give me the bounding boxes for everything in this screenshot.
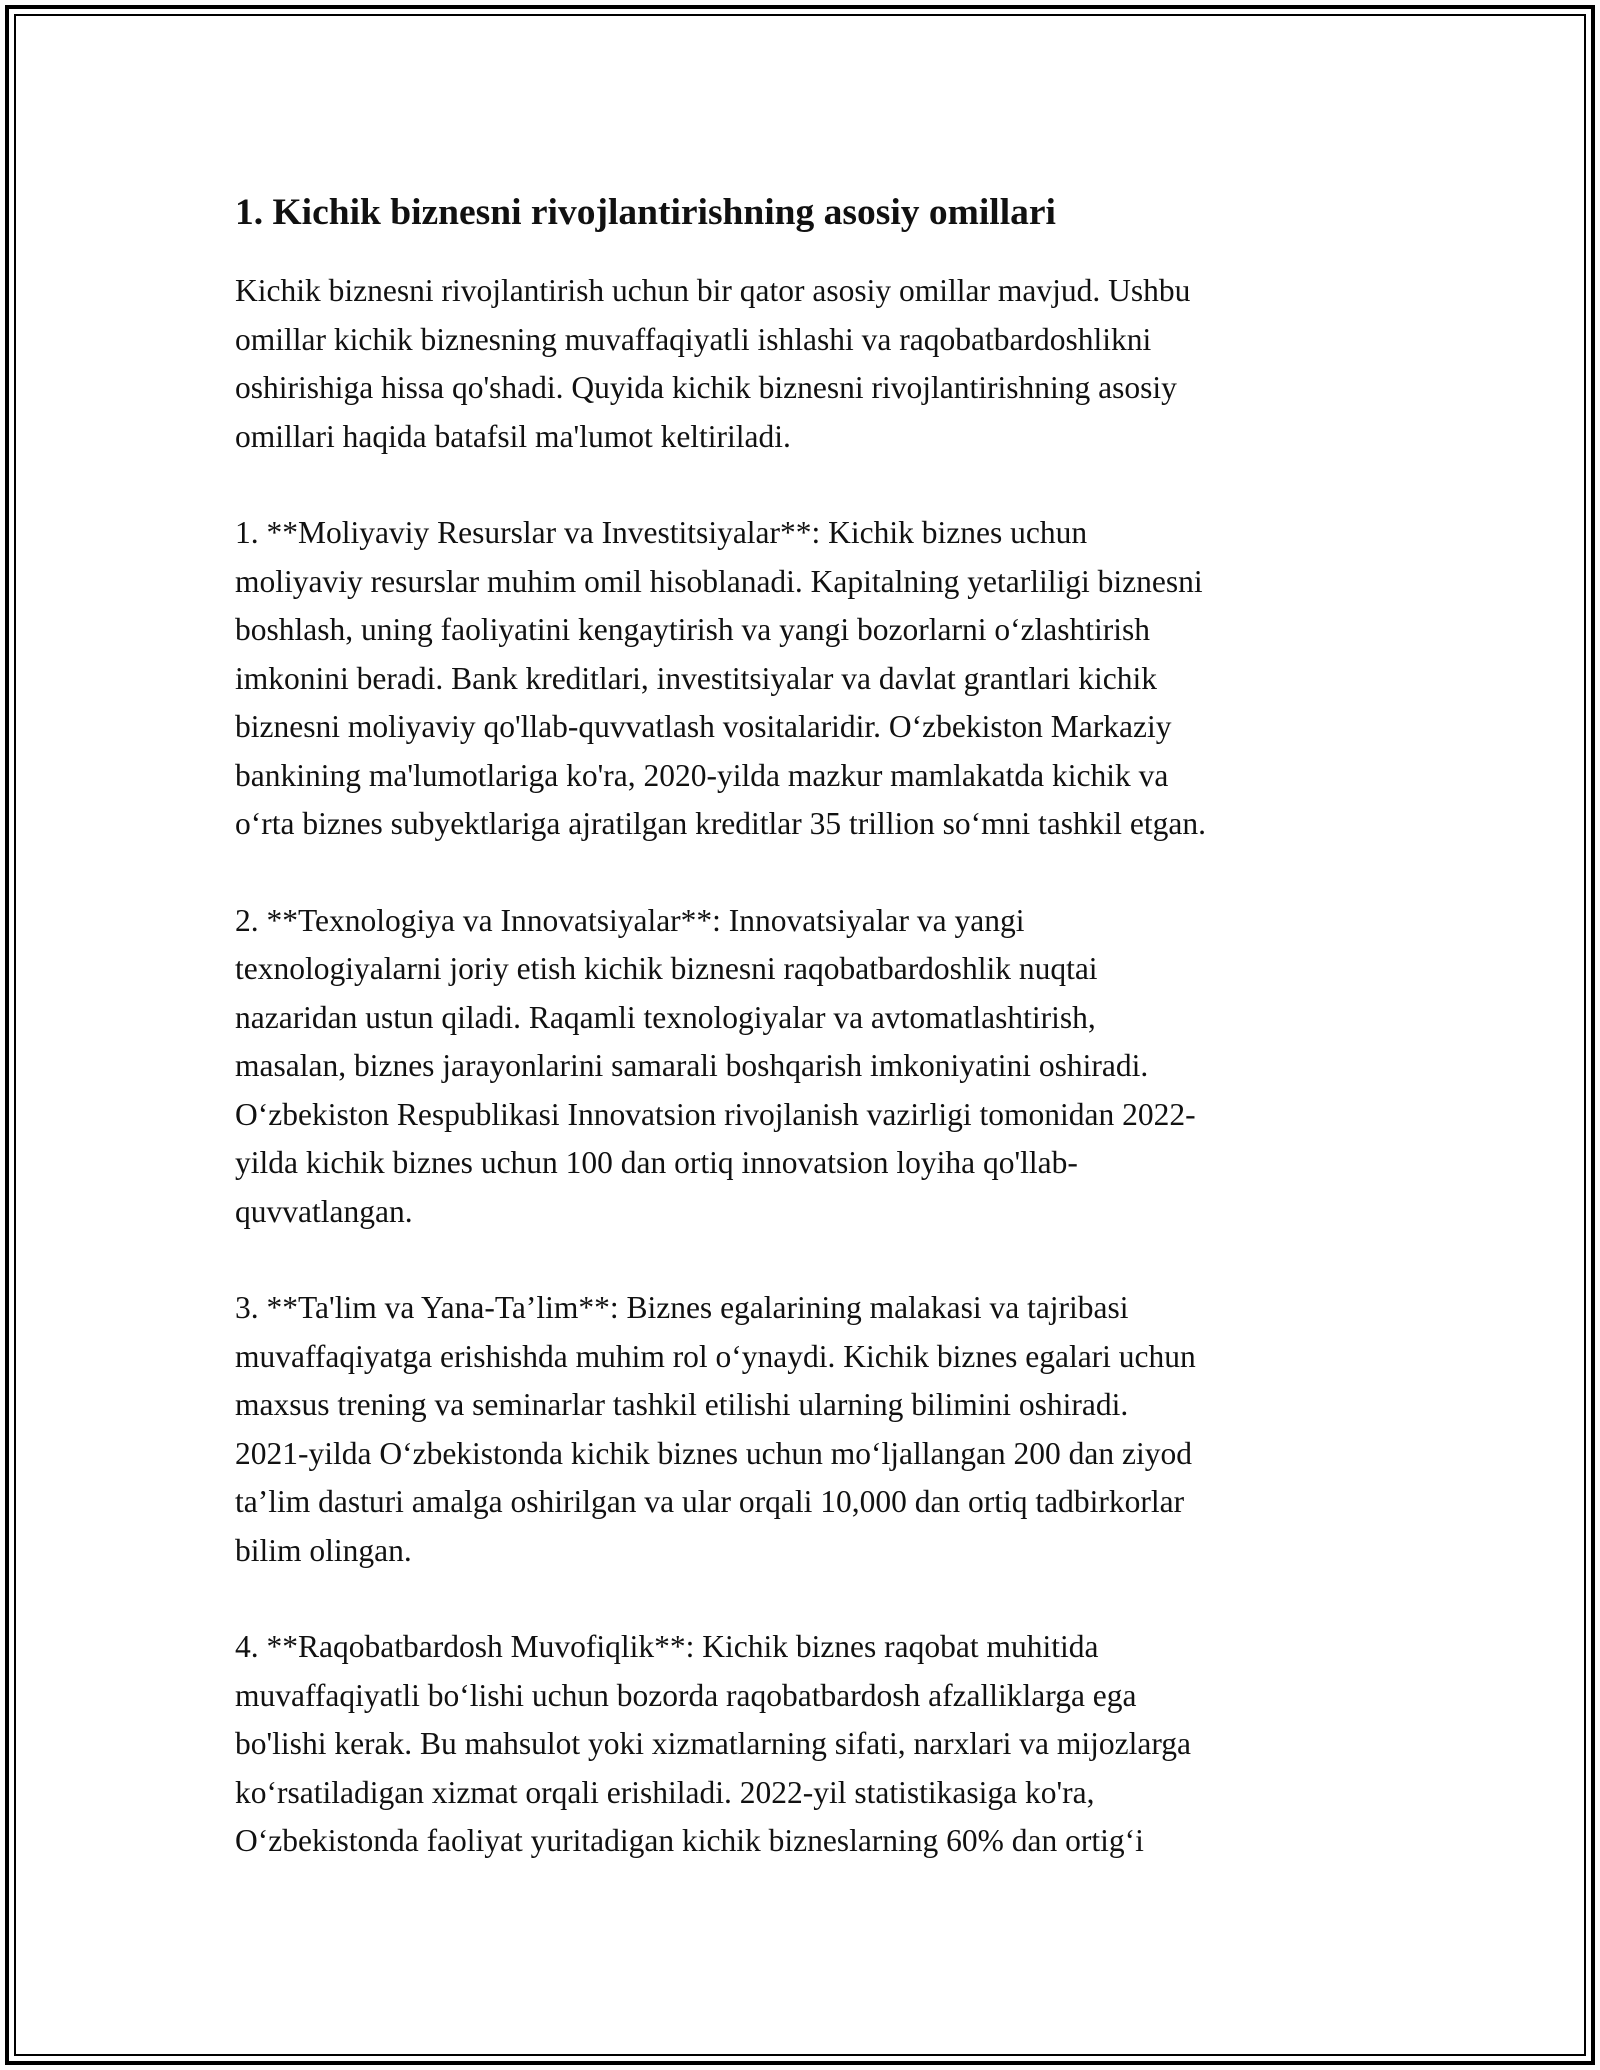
list-item-competitiveness bbox=[235, 1623, 1370, 1866]
section-heading: 1. Kichik biznesni rivojlantirishning asosiy omillari bbox=[235, 192, 1056, 233]
text-line: 2. **Texnologiya va Innovatsiyalar**: Innovatsiyalar va yangi bbox=[235, 902, 1025, 938]
text-line: ta’lim dasturi amalga oshirilgan va ular orqali 10,000 dan ortiq tadbirkorlar bbox=[235, 1484, 1185, 1519]
text-line: biznesni moliyaviy qo'llab-quvvatlash vositalaridir. O‘zbekiston Markaziy bbox=[235, 709, 1172, 744]
text-line: texnologiyalarni joriy etish kichik biznesni raqobatbardoshlik nuqtai bbox=[235, 951, 1098, 986]
list-item-financial-resources bbox=[235, 509, 1370, 849]
text-line: o‘rta biznes subyektlariga ajratilgan kreditlar 35 trillion so‘mni tashkil etgan. bbox=[235, 806, 1206, 841]
text-line: oshirishiga hissa qo'shadi. Quyida kichik biznesni rivojlantirishning asosiy bbox=[235, 370, 1177, 405]
text-line: nazaridan ustun qiladi. Raqamli texnologiyalar va avtomatlashtirish, bbox=[235, 999, 1096, 1035]
text-line: yilda kichik biznes uchun 100 dan ortiq innovatsion loyiha qo'llab- bbox=[235, 1145, 1078, 1180]
text-line: omillari haqida batafsil ma'lumot keltiriladi. bbox=[235, 418, 791, 454]
text-line: boshlash, uning faoliyatini kengaytirish va yangi bozorlarni o‘zlashtirish bbox=[235, 612, 1151, 647]
text-line: muvaffaqiyatli bo‘lishi uchun bozorda raqobatbardosh afzalliklarga ega bbox=[235, 1677, 1137, 1713]
text-line: imkonini beradi. Bank kreditlari, investitsiyalar va davlat grantlari kichik bbox=[235, 660, 1157, 696]
text-line: 4. **Raqobatbardosh Muvofiqlik**: Kichik biznes raqobat muhitida bbox=[235, 1629, 1099, 1664]
text-line: O‘zbekistonda faoliyat yuritadigan kichik bizneslarning 60% dan ortig‘i bbox=[235, 1823, 1144, 1858]
text-line: maxsus trening va seminarlar tashkil etilishi ularning bilimini oshiradi. bbox=[235, 1387, 1129, 1422]
text-line: masalan, biznes jarayonlarini samarali boshqarish imkoniyatini oshiradi. bbox=[235, 1048, 1149, 1083]
text-line: bankining ma'lumotlariga ko'ra, 2020-yilda mazkur mamlakatda kichik va bbox=[235, 757, 1169, 793]
intro-paragraph bbox=[235, 267, 1370, 461]
text-line: quvvatlangan. bbox=[235, 1193, 413, 1229]
text-line: omillar kichik biznesning muvaffaqiyatli ishlashi va raqobatbardoshlikni bbox=[235, 321, 1152, 357]
text-line: 3. **Ta'lim va Yana-Ta’lim**: Biznes egalarining malakasi va tajribasi bbox=[235, 1290, 1129, 1325]
text-line: 1. **Moliyaviy Resurslar va Investitsiyalar**: Kichik biznes uchun bbox=[235, 515, 1088, 550]
document-body bbox=[235, 188, 1370, 1914]
list-item-education bbox=[235, 1284, 1370, 1575]
text-line: moliyaviy resurslar muhim omil hisoblanadi. Kapitalning yetarliligi biznesni bbox=[235, 563, 1203, 599]
list-item-technology-innovation bbox=[235, 897, 1370, 1237]
text-line: bilim olingan. bbox=[235, 1532, 412, 1568]
text-line: Kichik biznesni rivojlantirish uchun bir qator asosiy omillar mavjud. Ushbu bbox=[235, 273, 1191, 308]
text-line: muvaffaqiyatga erishishda muhim rol o‘ynaydi. Kichik biznes egalari uchun bbox=[235, 1338, 1196, 1374]
text-line: bo'lishi kerak. Bu mahsulot yoki xizmatlarning sifati, narxlari va mijozlarga bbox=[235, 1726, 1191, 1761]
text-line: ko‘rsatiladigan xizmat orqali erishiladi. 2022-yil statistikasiga ko'ra, bbox=[235, 1774, 1095, 1810]
text-line: O‘zbekiston Respublikasi Innovatsion rivojlanish vazirligi tomonidan 2022- bbox=[235, 1096, 1196, 1132]
text-line: 2021-yilda O‘zbekistonda kichik biznes uchun mo‘ljallangan 200 dan ziyod bbox=[235, 1435, 1193, 1471]
